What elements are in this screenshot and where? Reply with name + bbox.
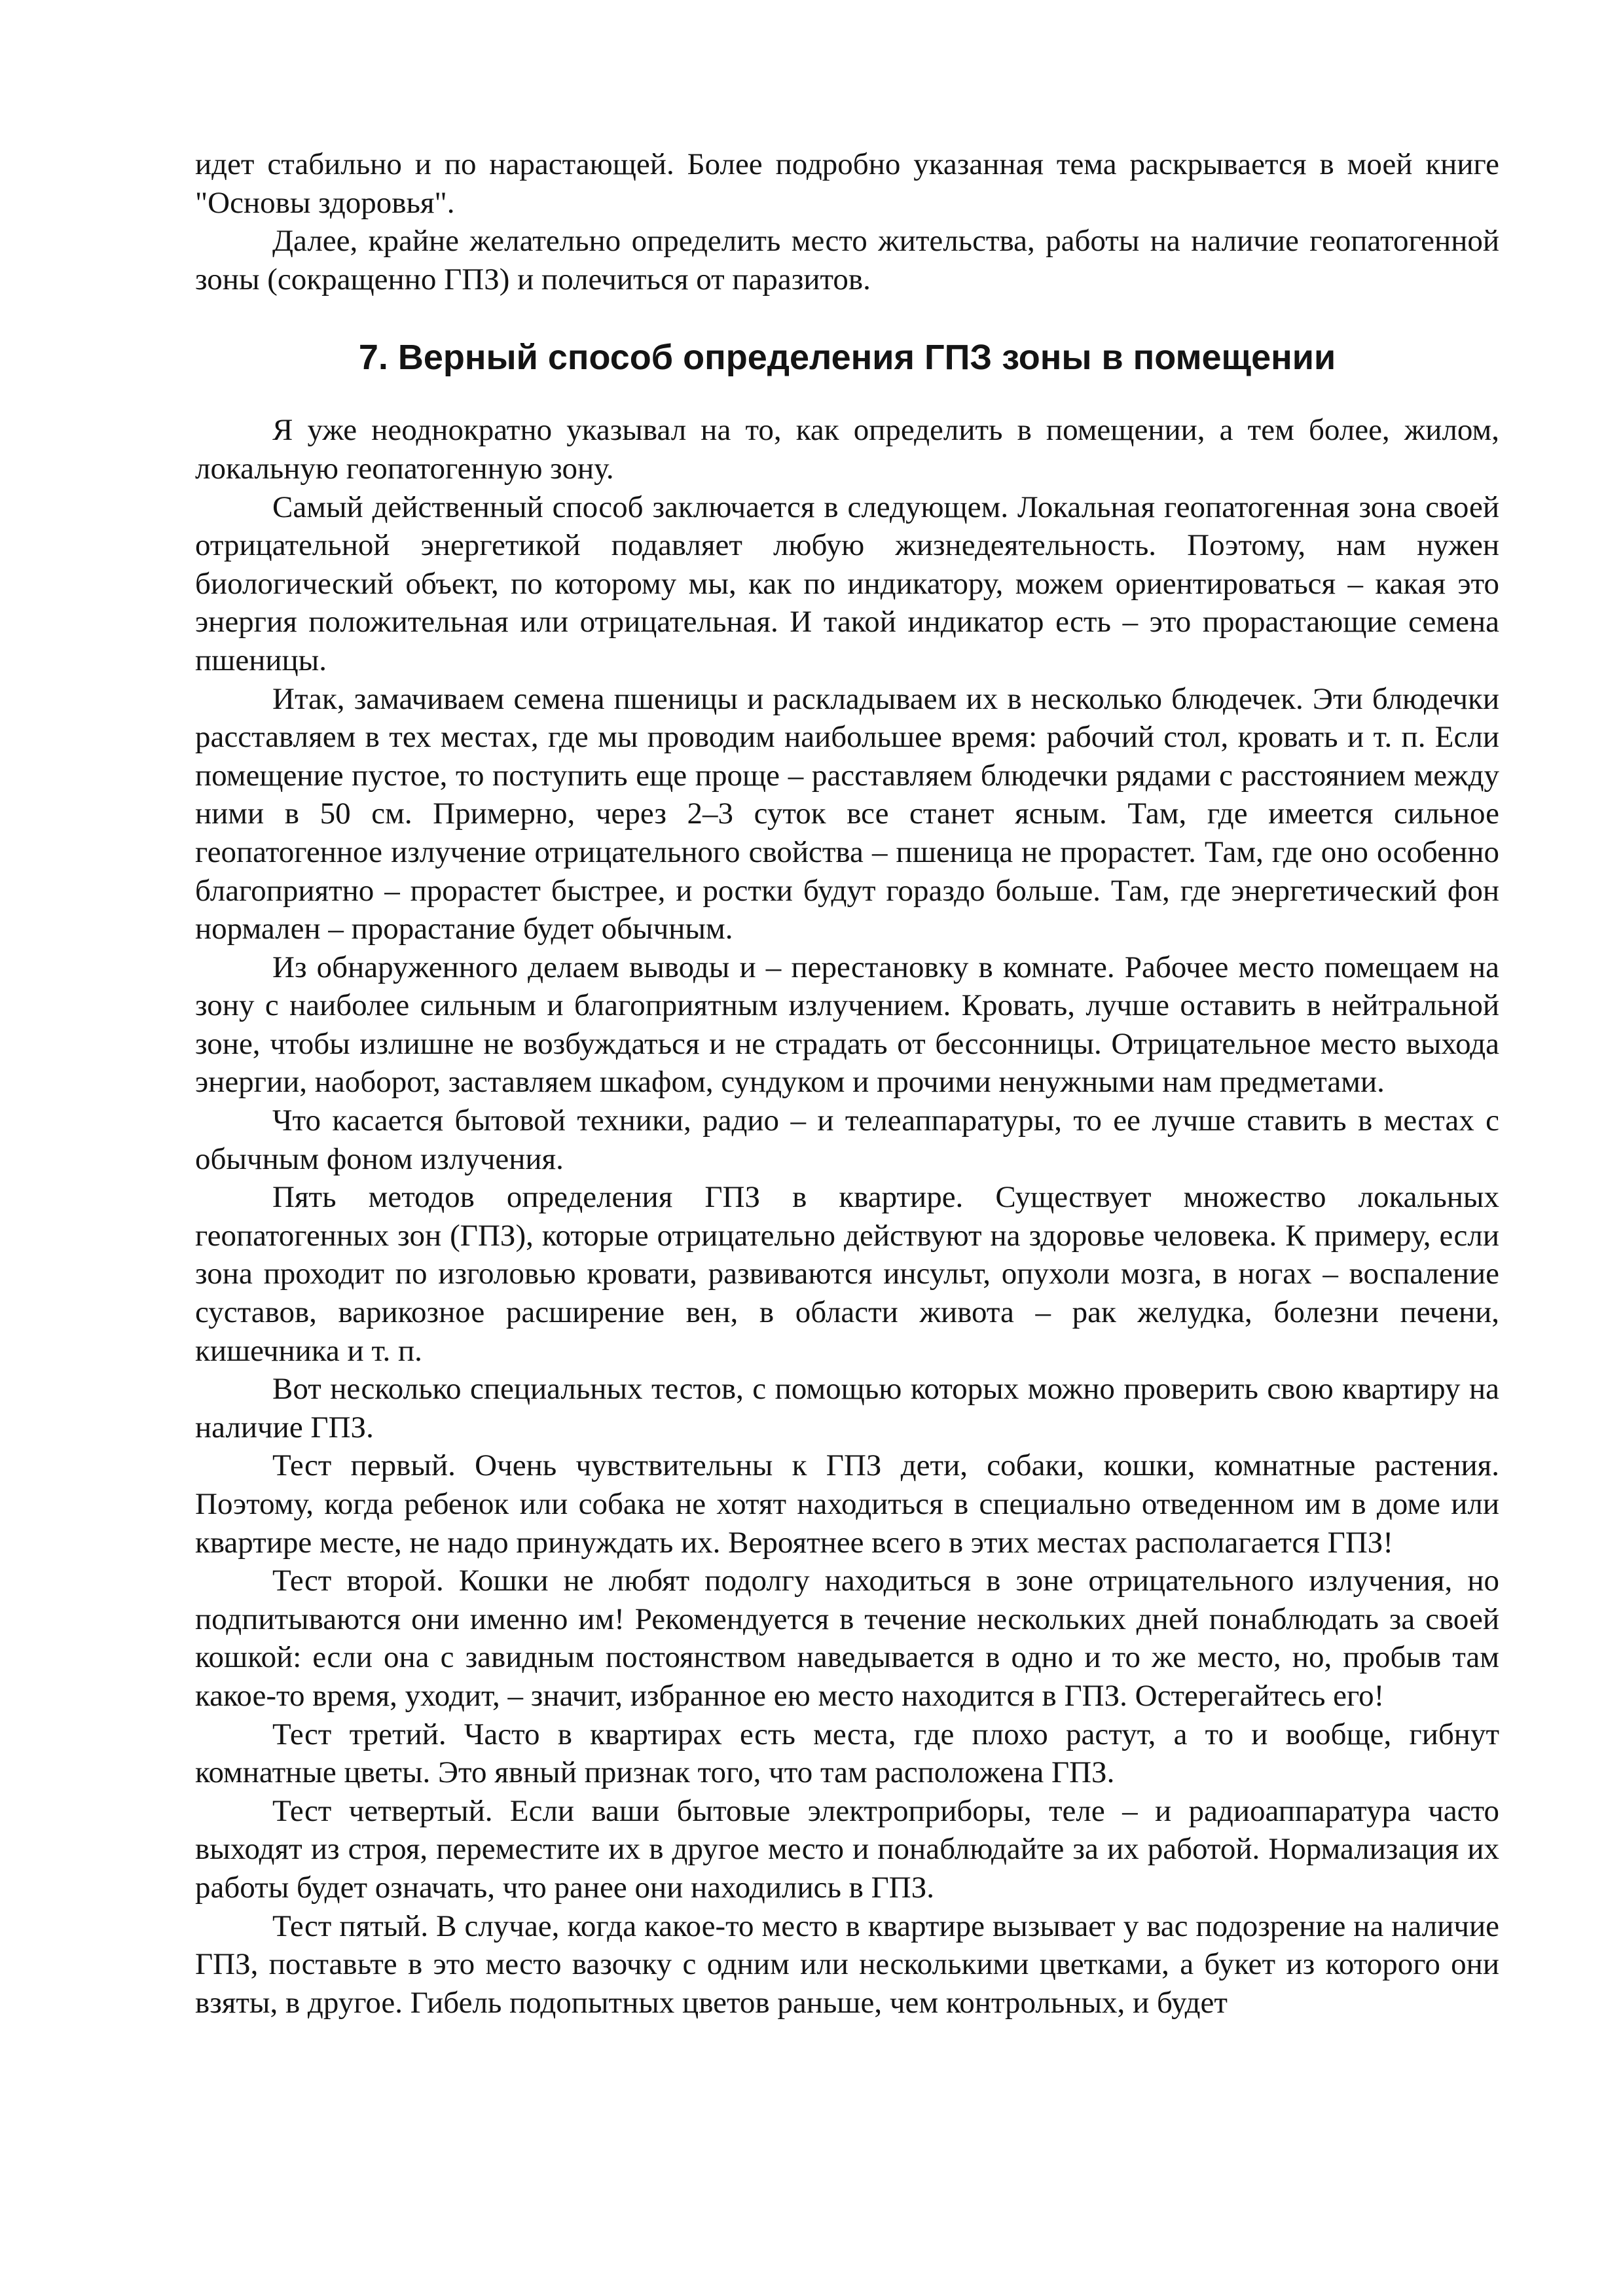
body-paragraph: Пять методов определения ГПЗ в квартире. Существует множество локальных геопатогенных зон (ГПЗ), которые отрицательно действуют на здоровье человека. К примеру, если зона проходит по изголовью кровати, развиваются инсульт, опухоли мозга, в ногах – воспаление суставов, варикозное расширение вен, в области живота – рак желудка, болезни печени, кишечника и т. п.: [195, 1180, 1499, 1368]
document-page: [195, 145, 1499, 2022]
intro-paragraph-2: Далее, крайне желательно определить место жительства, работы на наличие геопатогенной зоны (сокращенно ГПЗ) и полечиться от паразитов.: [195, 224, 1499, 296]
body-paragraph: Тест четвертый. Если ваши бытовые электроприборы, теле – и радиоаппаратура часто выходят из строя, переместите их в другое место и понаблюдайте за их работой. Нормализация их работы будет означать, что ранее они находились в ГПЗ.: [195, 1793, 1499, 1905]
body-paragraph: Что касается бытовой техники, радио – и телеаппаратуры, то ее лучше ставить в местах с обычным фоном излучения.: [195, 1103, 1499, 1176]
body-paragraph: Тест третий. Часто в квартирах есть места, где плохо растут, а то и вообще, гибнут комнатные цветы. Это явный признак того, что там расположена ГПЗ.: [195, 1717, 1499, 1790]
body-paragraph: Тест первый. Очень чувствительны к ГПЗ дети, собаки, кошки, комнатные растения. Поэтому, когда ребенок или собака не хотят находиться в специально отведенном им в доме или квартире месте, не надо принуждать их. Вероятнее всего в этих местах располагается ГПЗ!: [195, 1448, 1499, 1560]
body-paragraph: Вот несколько специальных тестов, с помощью которых можно проверить свою квартиру на наличие ГПЗ.: [195, 1372, 1499, 1444]
body-paragraph: Я уже неоднократно указывал на то, как определить в помещении, а тем более, жилом, локальную геопатогенную зону.: [195, 413, 1499, 486]
body-paragraph: Из обнаруженного делаем выводы и – перестановку в комнате. Рабочее место помещаем на зону с наиболее сильным и благоприятным излучением. Кровать, лучше оставить в нейтральной зоне, чтобы излишне не возбуждаться и не страдать от бессонницы. Отрицательное место выхода энергии, наоборот, заставляем шкафом, сундуком и прочими ненужными нам предметами.: [195, 950, 1499, 1100]
body-paragraph: Тест второй. Кошки не любят подолгу находиться в зоне отрицательного излучения, но подпитываются они именно им! Рекомендуется в течение нескольких дней понаблюдать за своей кошкой: если она с завидным постоянством наведывается в одно и то же место, но, пробыв там какое-то время, уходит, – значит, избранное ею место находится в ГПЗ. Остерегайтесь его!: [195, 1564, 1499, 1713]
body-paragraph: Тест пятый. В случае, когда какое-то место в квартире вызывает у вас подозрение на наличие ГПЗ, поставьте в это место вазочку с одним или несколькими цветками, а букет из которого они взяты, в другое. Гибель подопытных цветов раньше, чем контрольных, и будет: [195, 1909, 1499, 2020]
body-paragraph: Итак, замачиваем семена пшеницы и раскладываем их в несколько блюдечек. Эти блюдечки расставляем в тех местах, где мы проводим наибольшее время: рабочий стол, кровать и т. п. Если помещение пустое, то поступить еще проще – расставляем блюдечки рядами с расстоянием между ними в 50 см. Примерно, через 2–3 суток все станет ясным. Там, где имеется сильное геопатогенное излучение отрицательного свойства – пшеница не прорастет. Там, где оно особенно благоприятно – прорастет быстрее, и ростки будут гораздо больше. Там, где энергетический фон нормален – прорастание будет обычным.: [195, 681, 1499, 946]
body-paragraph: Самый действенный способ заключается в следующем. Локальная геопатогенная зона своей отрицательной энергетикой подавляет любую жизнедеятельность. Поэтому, нам нужен биологический объект, по которому мы, как по индикатору, можем ориентироваться – какая это энергия положительная или отрицательная. И такой индикатор есть – это прорастающие семена пшеницы.: [195, 490, 1499, 677]
section-heading: 7. Верный способ определения ГПЗ зоны в помещении: [358, 338, 1336, 378]
intro-paragraph-1: идет стабильно и по нарастающей. Более подробно указанная тема раскрывается в моей книге "Основы здоровья".: [195, 147, 1499, 220]
